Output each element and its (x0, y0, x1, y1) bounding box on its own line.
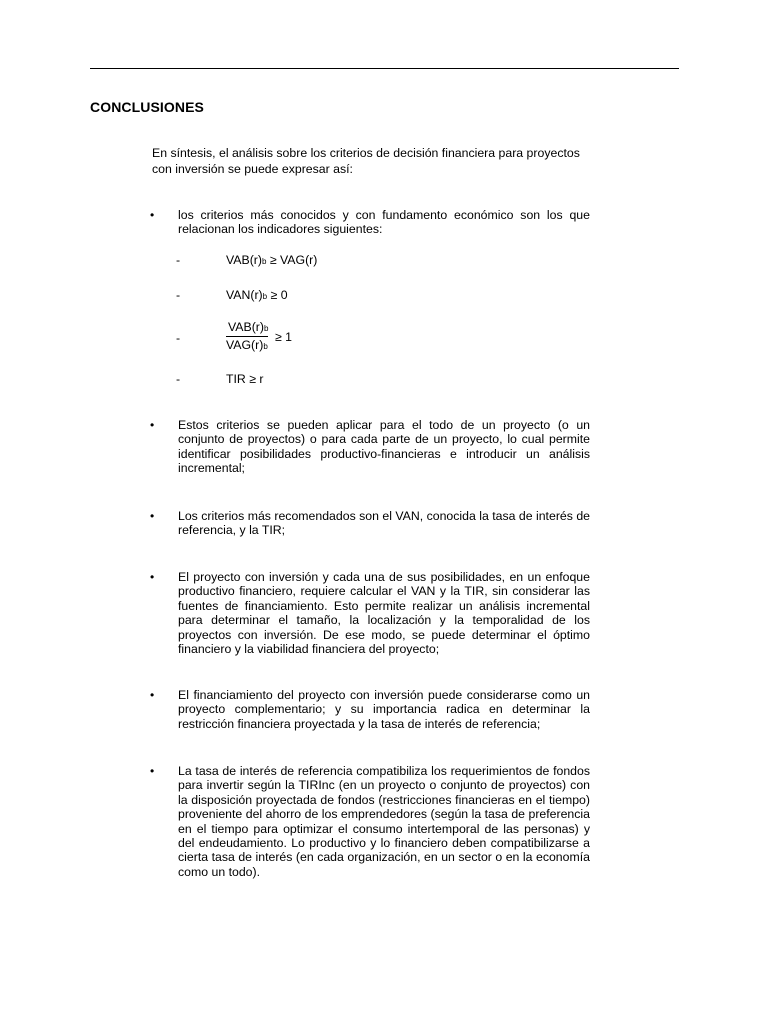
bullet-text: Los criterios más recomendados son el VAN, conocida la tasa de interés de referencia, y la TIR; (178, 509, 590, 538)
formula-subscript: b (262, 292, 268, 301)
formula-expression (226, 253, 317, 269)
formula-subscript: b (263, 324, 269, 333)
bullet-icon: • (150, 208, 155, 222)
formula-dash: - (176, 288, 181, 302)
top-horizontal-rule (90, 68, 679, 69)
bullet-text: La tasa de interés de referencia compatibiliza los requerimientos de fondos para invertir según la TIRInc (en un proyecto o conjunto de proyectos) con la disposición proyectada de fondos (restricciones financieras en el tiempo) proveniente del ahorro de los emprendedores (según la tasa de preferencia en el tiempo para optimizar el consumo intertemporal de las personas) y del endeudamiento. Lo productivo y lo financiero deben compatibilizarse a cierta tasa de interés (en cada organización, en un sector o en la economía como un todo). (178, 764, 590, 879)
bullet-icon: • (150, 570, 155, 584)
formula-ratio-comparison: ≥ 1 (275, 330, 293, 344)
formula-dash: - (176, 372, 181, 386)
fraction-numerator (226, 320, 268, 336)
formula-term: ≥ 0 (267, 288, 288, 302)
bullet-icon: • (150, 509, 155, 523)
fraction-denominator (226, 336, 268, 354)
intro-paragraph: En síntesis, el análisis sobre los criterios de decisión financiera para proyectos con inversión se puede expresar así: (152, 146, 580, 176)
bullet-icon: • (150, 764, 155, 778)
formula-ratio-fraction (226, 320, 268, 354)
formula-term: VAN(r) (226, 288, 263, 302)
bullet-text: Estos criterios se pueden aplicar para el todo de un proyecto (o un conjunto de proyectos) o para cada parte de un proyecto, lo cual permite identificar posibilidades productivo-financieras e introducir un análisis incremental; (178, 418, 590, 476)
formula-dash: - (176, 253, 181, 267)
formula-expression (226, 288, 288, 304)
bullet-text: El financiamiento del proyecto con inversión puede considerarse como un proyecto complementario; y su importancia radica en determinar la restricción financiera proyectada y la tasa de interés de referencia; (178, 688, 590, 731)
formula-term: VAB(r) (228, 320, 264, 334)
formula-subscript: b (261, 257, 267, 266)
formula-expression: TIR ≥ r (226, 372, 264, 386)
formula-subscript: b (263, 342, 268, 351)
bullet-icon: • (150, 688, 155, 702)
bullet-text: los criterios más conocidos y con fundamento económico son los que relacionan los indicadores siguientes: (178, 208, 590, 237)
formula-term: VAB(r) (226, 253, 262, 267)
bullet-icon: • (150, 418, 155, 432)
bullet-text: El proyecto con inversión y cada una de sus posibilidades, en un enfoque productivo financiero, requiere calcular el VAN y la TIR, sin considerar las fuentes de financiamiento. Esto permite realizar un análisis incremental para determinar el tamaño, la localización y la temporalidad de los proyectos con inversión. De ese modo, se puede determinar el óptimo financiero y la viabilidad financiera del proyecto; (178, 570, 590, 657)
section-heading: CONCLUSIONES (90, 99, 204, 115)
formula-dash: - (176, 331, 181, 345)
formula-term: VAG(r) (226, 338, 264, 352)
formula-term: ≥ VAG(r) (266, 253, 318, 267)
